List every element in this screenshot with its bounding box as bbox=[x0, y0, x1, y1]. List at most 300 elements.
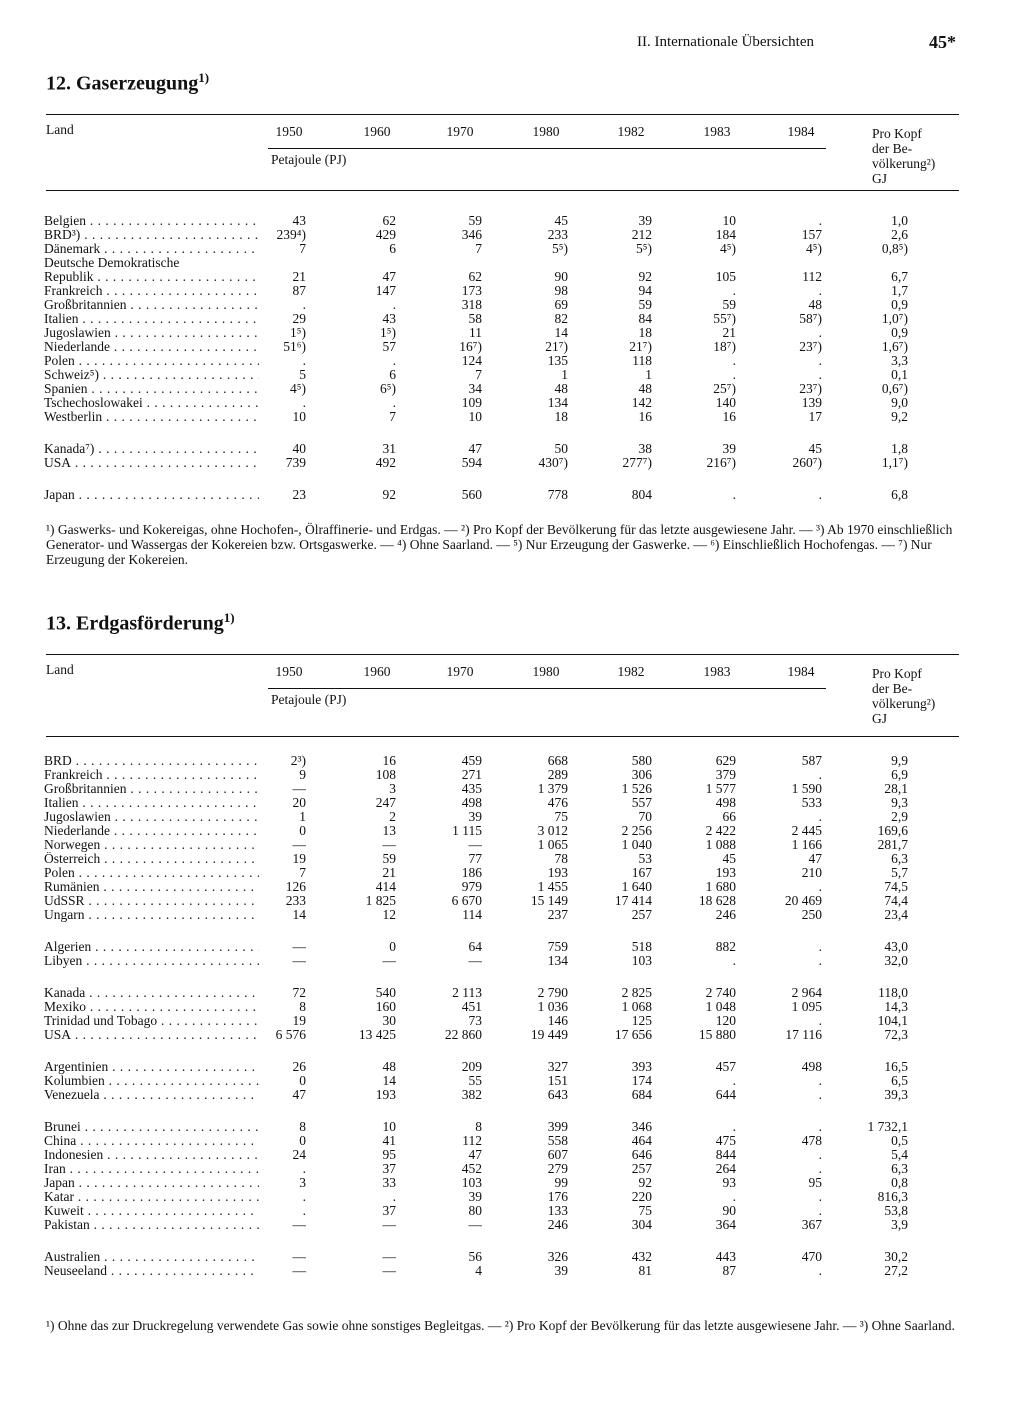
table-row bbox=[46, 298, 959, 312]
value-cell: 75 bbox=[638, 1203, 652, 1218]
value-cell: 98 bbox=[554, 283, 568, 298]
table-row bbox=[46, 1162, 959, 1176]
value-cell: 33 bbox=[382, 1175, 396, 1190]
per-capita-cell: 0,5 bbox=[891, 1133, 908, 1148]
value-cell: 8 bbox=[475, 1119, 482, 1134]
land-cell: Westberlin . . . bbox=[44, 410, 259, 424]
table-rule bbox=[46, 654, 959, 655]
year-header: 1980 bbox=[532, 664, 560, 679]
value-cell: 94 bbox=[638, 283, 652, 298]
value-cell: — bbox=[292, 781, 306, 796]
value-cell: 6 bbox=[389, 241, 396, 256]
value-cell: 40 bbox=[292, 441, 306, 456]
table-row bbox=[46, 838, 959, 852]
page-header bbox=[0, 34, 1024, 58]
value-cell: 25⁷) bbox=[713, 381, 736, 396]
value-cell: 103 bbox=[631, 953, 652, 968]
per-capita-cell: 30,2 bbox=[884, 1249, 908, 1264]
value-cell: 233 bbox=[547, 227, 568, 242]
value-cell: 260⁷) bbox=[792, 455, 822, 470]
table-title: 13. Erdgasförderung$^{1)}$ bbox=[46, 610, 235, 635]
value-cell: 220 bbox=[631, 1189, 652, 1204]
value-cell: 39 bbox=[554, 1263, 568, 1278]
land-cell: Libyen . . . bbox=[44, 954, 259, 968]
value-cell: 82 bbox=[554, 311, 568, 326]
per-capita-cell: 53,8 bbox=[884, 1203, 908, 1218]
value-cell: . bbox=[302, 1189, 306, 1204]
value-cell: 10 bbox=[468, 409, 482, 424]
land-cell: Algerien . . . bbox=[44, 940, 259, 954]
value-cell: 105 bbox=[715, 269, 736, 284]
value-cell: 72 bbox=[292, 985, 306, 1000]
value-cell: . bbox=[392, 1189, 396, 1204]
value-cell: 2 445 bbox=[791, 823, 822, 838]
value-cell: 346 bbox=[461, 227, 482, 242]
per-capita-header-line: der Be- bbox=[872, 141, 913, 156]
table-row bbox=[46, 768, 959, 782]
value-cell: 134 bbox=[547, 395, 568, 410]
land-cell: Japan . . . bbox=[44, 488, 259, 502]
value-cell: 48 bbox=[382, 1059, 396, 1074]
value-cell: 533 bbox=[801, 795, 822, 810]
land-cell: Spanien . . . bbox=[44, 382, 259, 396]
table-title: 12. Gaserzeugung$^{1)}$ bbox=[46, 70, 210, 95]
per-capita-cell: 9,0 bbox=[891, 395, 908, 410]
value-cell: 151 bbox=[547, 1073, 568, 1088]
per-capita-cell: 3,3 bbox=[891, 353, 908, 368]
land-cell: Neuseeland . . . bbox=[44, 1264, 259, 1278]
value-cell: 58 bbox=[468, 311, 482, 326]
value-cell: 114 bbox=[462, 907, 482, 922]
table-row bbox=[46, 488, 959, 502]
per-capita-cell: 6,5 bbox=[891, 1073, 908, 1088]
value-cell: . bbox=[818, 1119, 822, 1134]
value-cell: 4⁵) bbox=[806, 241, 822, 256]
value-cell: 124 bbox=[461, 353, 482, 368]
table-row bbox=[46, 1088, 959, 1102]
table-row bbox=[46, 228, 959, 242]
value-cell: 18 bbox=[554, 409, 568, 424]
per-capita-cell: 6,9 bbox=[891, 767, 908, 782]
land-cell: Polen . . . bbox=[44, 354, 259, 368]
value-cell: 475 bbox=[715, 1133, 736, 1148]
value-cell: 476 bbox=[547, 795, 568, 810]
value-cell: 2 964 bbox=[791, 985, 822, 1000]
value-cell: 318 bbox=[461, 297, 482, 312]
value-cell: 216⁷) bbox=[706, 455, 736, 470]
per-capita-cell: 1,1⁷) bbox=[881, 455, 908, 470]
value-cell: 95 bbox=[808, 1175, 822, 1190]
value-cell: 246 bbox=[715, 907, 736, 922]
land-cell: Tschechoslowakei . . . bbox=[44, 396, 259, 410]
land-cell: Trinidad und Tobago . . . bbox=[44, 1014, 259, 1028]
land-cell: Kolumbien . . . bbox=[44, 1074, 259, 1088]
land-cell: Brunei . . . bbox=[44, 1120, 259, 1134]
year-header: 1982 bbox=[617, 664, 645, 679]
value-cell: 7 bbox=[389, 409, 396, 424]
value-cell: 45 bbox=[722, 851, 736, 866]
value-cell: 147 bbox=[375, 283, 396, 298]
value-cell: — bbox=[468, 953, 482, 968]
value-cell: 646 bbox=[631, 1147, 652, 1162]
value-cell: 430⁷) bbox=[538, 455, 568, 470]
table-row bbox=[46, 894, 959, 908]
value-cell: 53 bbox=[638, 851, 652, 866]
value-cell: 470 bbox=[801, 1249, 822, 1264]
land-cell: Österreich . . . bbox=[44, 852, 259, 866]
value-cell: 17 656 bbox=[614, 1027, 652, 1042]
value-cell: 4⁵) bbox=[290, 381, 306, 396]
per-capita-cell: 39,3 bbox=[884, 1087, 908, 1102]
land-cell: Argentinien . . . bbox=[44, 1060, 259, 1074]
table-row bbox=[46, 284, 959, 298]
value-cell: 1 bbox=[645, 367, 652, 382]
value-cell: — bbox=[292, 1217, 306, 1232]
table-row bbox=[46, 1218, 959, 1232]
value-cell: 247 bbox=[375, 795, 396, 810]
value-cell: 560 bbox=[461, 487, 482, 502]
section-title: II. Internationale Übersichten bbox=[637, 34, 815, 50]
unit-label: Petajoule (PJ) bbox=[271, 692, 347, 707]
value-cell: 498 bbox=[715, 795, 736, 810]
value-cell: 109 bbox=[461, 395, 482, 410]
value-cell: 19 bbox=[292, 851, 306, 866]
table-row bbox=[46, 1250, 959, 1264]
value-cell: 3 bbox=[389, 781, 396, 796]
value-cell: 47 bbox=[292, 1087, 306, 1102]
per-capita-cell: 32,0 bbox=[884, 953, 908, 968]
value-cell: 14 bbox=[382, 1073, 396, 1088]
value-cell: 277⁷) bbox=[622, 455, 652, 470]
value-cell: 289 bbox=[547, 767, 568, 782]
value-cell: 1 095 bbox=[791, 999, 822, 1014]
land-cell: Frankreich . . . bbox=[44, 284, 259, 298]
per-capita-cell: 1,0 bbox=[891, 213, 908, 228]
value-cell: — bbox=[292, 1263, 306, 1278]
per-capita-header-line: völkerung²) bbox=[872, 156, 936, 171]
value-cell: . bbox=[302, 1161, 306, 1176]
value-cell: 90 bbox=[722, 1203, 736, 1218]
value-cell: 56 bbox=[468, 1249, 482, 1264]
table-row bbox=[46, 782, 959, 796]
value-cell: 48 bbox=[808, 297, 822, 312]
value-cell: 1 068 bbox=[621, 999, 652, 1014]
value-cell: 14 bbox=[292, 907, 306, 922]
value-cell: 237 bbox=[547, 907, 568, 922]
table-row bbox=[46, 256, 959, 270]
value-cell: 580 bbox=[631, 753, 652, 768]
table-row bbox=[46, 796, 959, 810]
value-cell: . bbox=[818, 767, 822, 782]
value-cell: 77 bbox=[468, 851, 482, 866]
value-cell: 9 bbox=[299, 767, 306, 782]
value-cell: 3 012 bbox=[537, 823, 568, 838]
table-row bbox=[46, 1060, 959, 1074]
value-cell: 10 bbox=[382, 1119, 396, 1134]
value-cell: 31 bbox=[382, 441, 396, 456]
value-cell: . bbox=[392, 395, 396, 410]
value-cell: 41 bbox=[382, 1133, 396, 1148]
per-capita-cell: 6,7 bbox=[891, 269, 908, 284]
value-cell: 193 bbox=[547, 865, 568, 880]
value-cell: 7 bbox=[299, 865, 306, 880]
land-cell: Rumänien . . . bbox=[44, 880, 259, 894]
value-cell: 1 088 bbox=[705, 837, 736, 852]
per-capita-cell: 23,4 bbox=[884, 907, 908, 922]
value-cell: 34 bbox=[468, 381, 482, 396]
value-cell: 432 bbox=[631, 1249, 652, 1264]
value-cell: . bbox=[392, 297, 396, 312]
per-capita-cell: 2,9 bbox=[891, 809, 908, 824]
value-cell: . bbox=[818, 1073, 822, 1088]
value-cell: 2 740 bbox=[705, 985, 736, 1000]
value-cell: 7 bbox=[475, 241, 482, 256]
value-cell: 2 825 bbox=[621, 985, 652, 1000]
value-cell: 0 bbox=[299, 823, 306, 838]
value-cell: 73 bbox=[468, 1013, 482, 1028]
value-cell: 6 bbox=[389, 367, 396, 382]
value-cell: 18 628 bbox=[698, 893, 736, 908]
value-cell: 452 bbox=[461, 1161, 482, 1176]
value-cell: . bbox=[302, 1203, 306, 1218]
value-cell: . bbox=[818, 1203, 822, 1218]
value-cell: 146 bbox=[547, 1013, 568, 1028]
value-cell: 112 bbox=[462, 1133, 482, 1148]
value-cell: . bbox=[818, 809, 822, 824]
value-cell: 0 bbox=[299, 1073, 306, 1088]
table-row bbox=[46, 1074, 959, 1088]
value-cell: 47 bbox=[468, 441, 482, 456]
land-cell: Italien . . . bbox=[44, 796, 259, 810]
table-rule bbox=[46, 190, 959, 191]
land-cell: Großbritannien . . . bbox=[44, 782, 259, 796]
per-capita-cell: 5,7 bbox=[891, 865, 908, 880]
value-cell: 498 bbox=[461, 795, 482, 810]
value-cell: . bbox=[732, 353, 736, 368]
per-capita-header-line: Pro Kopf bbox=[872, 126, 922, 141]
value-cell: 125 bbox=[631, 1013, 652, 1028]
value-cell: 29 bbox=[292, 311, 306, 326]
table-row bbox=[46, 954, 959, 968]
table-row bbox=[46, 354, 959, 368]
value-cell: 10 bbox=[292, 409, 306, 424]
value-cell: 1 825 bbox=[365, 893, 396, 908]
value-cell: 759 bbox=[547, 939, 568, 954]
value-cell: . bbox=[392, 353, 396, 368]
year-header: 1960 bbox=[363, 664, 391, 679]
value-cell: 47 bbox=[808, 851, 822, 866]
table-row bbox=[46, 824, 959, 838]
value-cell: 498 bbox=[801, 1059, 822, 1074]
land-cell: UdSSR . . . bbox=[44, 894, 259, 908]
value-cell: 23 bbox=[292, 487, 306, 502]
value-cell: . bbox=[732, 283, 736, 298]
value-cell: 45 bbox=[554, 213, 568, 228]
value-cell: 95 bbox=[382, 1147, 396, 1162]
value-cell: 118 bbox=[632, 353, 652, 368]
value-cell: 1 166 bbox=[791, 837, 822, 852]
value-cell: 16 bbox=[722, 409, 736, 424]
value-cell: 2³) bbox=[290, 753, 306, 768]
value-cell: 557 bbox=[631, 795, 652, 810]
value-cell: 47 bbox=[468, 1147, 482, 1162]
value-cell: 2 bbox=[389, 809, 396, 824]
value-cell: 451 bbox=[461, 999, 482, 1014]
value-cell: . bbox=[818, 1087, 822, 1102]
value-cell: — bbox=[468, 837, 482, 852]
year-rule bbox=[268, 688, 826, 689]
value-cell: 51⁶) bbox=[283, 339, 306, 354]
year-header: 1970 bbox=[446, 664, 474, 679]
value-cell: 558 bbox=[547, 1133, 568, 1148]
per-capita-cell: 6,8 bbox=[891, 487, 908, 502]
value-cell: 135 bbox=[547, 353, 568, 368]
land-cell: BRD³) . . . bbox=[44, 228, 259, 242]
value-cell: 429 bbox=[375, 227, 396, 242]
value-cell: 1 048 bbox=[705, 999, 736, 1014]
year-header: 1950 bbox=[275, 664, 303, 679]
land-cell: Kanada⁷) . . . bbox=[44, 442, 259, 456]
per-capita-cell: 0,9 bbox=[891, 297, 908, 312]
value-cell: 134 bbox=[547, 953, 568, 968]
per-capita-cell: 281,7 bbox=[877, 837, 908, 852]
value-cell: 11 bbox=[469, 325, 482, 340]
value-cell: 93 bbox=[722, 1175, 736, 1190]
per-capita-header bbox=[872, 666, 935, 726]
per-capita-cell: 2,6 bbox=[891, 227, 908, 242]
value-cell: — bbox=[382, 1263, 396, 1278]
value-cell: . bbox=[818, 325, 822, 340]
per-capita-cell: 0,8⁵) bbox=[881, 241, 908, 256]
table-row bbox=[46, 270, 959, 284]
value-cell: . bbox=[818, 953, 822, 968]
table-row bbox=[46, 940, 959, 954]
land-cell: Katar . . . bbox=[44, 1190, 259, 1204]
value-cell: 443 bbox=[715, 1249, 736, 1264]
value-cell: 478 bbox=[801, 1133, 822, 1148]
value-cell: . bbox=[302, 395, 306, 410]
value-cell: 21⁷) bbox=[545, 339, 568, 354]
value-cell: 668 bbox=[547, 753, 568, 768]
per-capita-cell: 0,1 bbox=[891, 367, 908, 382]
value-cell: 17 116 bbox=[785, 1027, 822, 1042]
value-cell: 2 422 bbox=[705, 823, 736, 838]
value-cell: 1 036 bbox=[537, 999, 568, 1014]
value-cell: 7 bbox=[475, 367, 482, 382]
per-capita-cell: 0,8 bbox=[891, 1175, 908, 1190]
value-cell: 184 bbox=[715, 227, 736, 242]
land-cell: Belgien . . . bbox=[44, 214, 259, 228]
value-cell: 90 bbox=[554, 269, 568, 284]
value-cell: 844 bbox=[715, 1147, 736, 1162]
value-cell: . bbox=[818, 367, 822, 382]
value-cell: — bbox=[382, 1249, 396, 1264]
value-cell: 92 bbox=[638, 1175, 652, 1190]
value-cell: 2 113 bbox=[452, 985, 482, 1000]
value-cell: 1 590 bbox=[791, 781, 822, 796]
table-row bbox=[46, 396, 959, 410]
land-cell: Niederlande . . . bbox=[44, 824, 259, 838]
per-capita-cell: 1,0⁷) bbox=[881, 311, 908, 326]
value-cell: . bbox=[818, 1013, 822, 1028]
land-cell: Venezuela . . . bbox=[44, 1088, 259, 1102]
value-cell: 18⁷) bbox=[713, 339, 736, 354]
table-row bbox=[46, 1014, 959, 1028]
value-cell: 1 115 bbox=[452, 823, 482, 838]
value-cell: 629 bbox=[715, 753, 736, 768]
value-cell: . bbox=[302, 353, 306, 368]
value-cell: 160 bbox=[375, 999, 396, 1014]
table-row bbox=[46, 810, 959, 824]
value-cell: . bbox=[818, 1189, 822, 1204]
per-capita-cell: 14,3 bbox=[884, 999, 908, 1014]
value-cell: 210 bbox=[801, 865, 822, 880]
value-cell: 92 bbox=[638, 269, 652, 284]
land-cell: USA . . . bbox=[44, 1028, 259, 1042]
value-cell: 21 bbox=[292, 269, 306, 284]
value-cell: 57 bbox=[382, 339, 396, 354]
value-cell: — bbox=[382, 1217, 396, 1232]
value-cell: 393 bbox=[631, 1059, 652, 1074]
value-cell: 120 bbox=[715, 1013, 736, 1028]
table-row bbox=[46, 368, 959, 382]
value-cell: 38 bbox=[638, 441, 652, 456]
value-cell: 55⁷) bbox=[713, 311, 736, 326]
value-cell: 540 bbox=[375, 985, 396, 1000]
value-cell: . bbox=[818, 487, 822, 502]
table-row bbox=[46, 1176, 959, 1190]
value-cell: 16 bbox=[382, 753, 396, 768]
value-cell: 882 bbox=[715, 939, 736, 954]
value-cell: 21 bbox=[382, 865, 396, 880]
table-row bbox=[46, 214, 959, 228]
value-cell: 1 040 bbox=[621, 837, 652, 852]
value-cell: 23⁷) bbox=[799, 339, 822, 354]
value-cell: 587 bbox=[801, 753, 822, 768]
value-cell: 48 bbox=[554, 381, 568, 396]
value-cell: 464 bbox=[631, 1133, 652, 1148]
value-cell: 37 bbox=[382, 1161, 396, 1176]
year-header: 1970 bbox=[446, 124, 474, 139]
per-capita-header-line: der Be- bbox=[872, 681, 913, 696]
value-cell: . bbox=[818, 1263, 822, 1278]
per-capita-cell: 816,3 bbox=[877, 1189, 908, 1204]
value-cell: 12 bbox=[382, 907, 396, 922]
value-cell: 47 bbox=[382, 269, 396, 284]
per-capita-cell: 1,8 bbox=[891, 441, 908, 456]
land-cell: Frankreich . . . bbox=[44, 768, 259, 782]
per-capita-cell: 9,3 bbox=[891, 795, 908, 810]
per-capita-cell: 6,3 bbox=[891, 851, 908, 866]
per-capita-cell: 43,0 bbox=[884, 939, 908, 954]
land-cell: BRD . . . bbox=[44, 754, 259, 768]
value-cell: 70 bbox=[638, 809, 652, 824]
table-row bbox=[46, 340, 959, 354]
value-cell: 99 bbox=[554, 1175, 568, 1190]
value-cell: 684 bbox=[631, 1087, 652, 1102]
value-cell: 457 bbox=[715, 1059, 736, 1074]
value-cell: 5 bbox=[299, 367, 306, 382]
table-row bbox=[46, 312, 959, 326]
value-cell: 62 bbox=[382, 213, 396, 228]
value-cell: 0 bbox=[299, 1133, 306, 1148]
table-rule bbox=[46, 736, 959, 737]
per-capita-cell: 27,2 bbox=[884, 1263, 908, 1278]
value-cell: 257 bbox=[631, 907, 652, 922]
value-cell: 193 bbox=[375, 1087, 396, 1102]
value-cell: . bbox=[732, 1189, 736, 1204]
value-cell: 435 bbox=[461, 781, 482, 796]
